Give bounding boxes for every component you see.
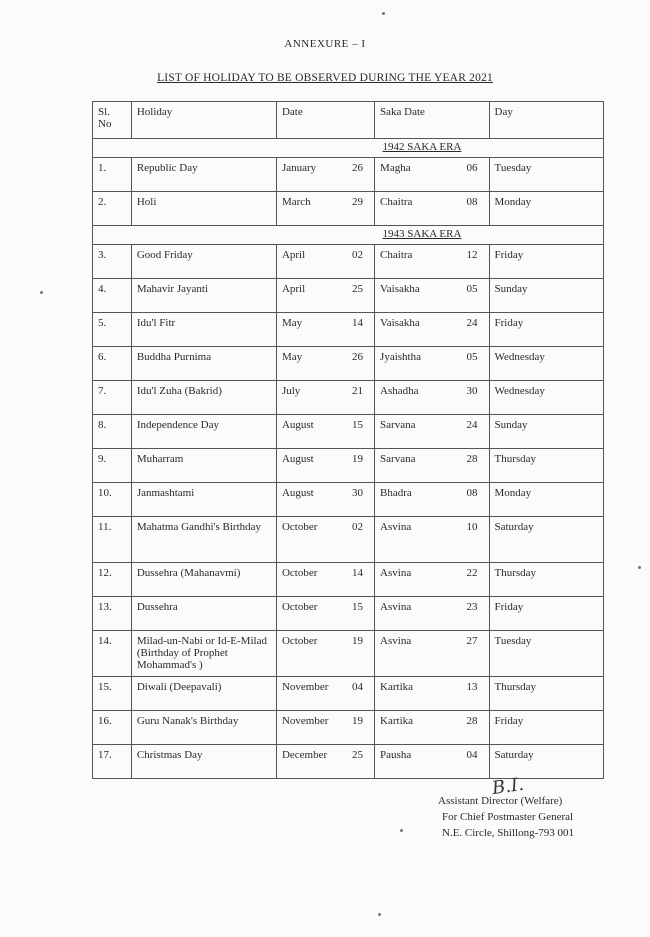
cell-saka-date [375, 381, 489, 415]
cell-saka-date-day-number: 23 [466, 601, 478, 613]
table-row [93, 279, 604, 313]
cell-sl-no: 8. [93, 415, 132, 449]
cell-sl-no: 13. [93, 597, 132, 631]
cell-holiday: Muharram [131, 449, 276, 483]
cell-saka-date-month: Bhadra [380, 487, 412, 499]
cell-sl-no: 10. [93, 483, 132, 517]
cell-holiday: Dussehra [131, 597, 276, 631]
cell-day: Friday [489, 597, 604, 631]
cell-date-month: October [281, 567, 318, 579]
cell-saka-date [375, 279, 489, 313]
cell-day: Friday [489, 313, 604, 347]
cell-date [276, 517, 374, 563]
signature-circle: N.E. Circle, Shillong-793 001 [442, 827, 574, 839]
cell-saka-date-month: Sarvana [380, 419, 416, 431]
cell-holiday: Milad-un-Nabi or Id-E-Milad (Birthday of Prophet Mohammad's ) [131, 631, 276, 677]
scan-speck [40, 291, 43, 294]
cell-date-month: December [281, 749, 328, 761]
cell-saka-date-day-number: 05 [466, 283, 478, 295]
cell-sl-no: 12. [93, 563, 132, 597]
cell-date-day-number: 14 [352, 567, 364, 579]
cell-day: Wednesday [489, 347, 604, 381]
header-sl-no: Sl. No [93, 102, 132, 139]
table-row [93, 449, 604, 483]
scan-speck [638, 566, 641, 569]
cell-day: Tuesday [489, 158, 604, 192]
cell-date-month: November [281, 681, 329, 693]
cell-date [276, 347, 374, 381]
cell-holiday: Holi [131, 192, 276, 226]
cell-saka-date-day-number: 12 [466, 249, 478, 261]
cell-saka-date-month: Asvina [380, 601, 412, 613]
cell-day: Sunday [489, 415, 604, 449]
table-row [93, 745, 604, 779]
cell-date [276, 449, 374, 483]
cell-sl-no: 1. [93, 158, 132, 192]
cell-saka-date [375, 449, 489, 483]
scan-speck [400, 829, 403, 832]
document-title: LIST OF HOLIDAY TO BE OBSERVED DURING THE YEAR 2021 [157, 72, 493, 84]
signature-office: For Chief Postmaster General [442, 811, 574, 823]
cell-holiday: Diwali (Deepavali) [131, 677, 276, 711]
cell-date [276, 313, 374, 347]
cell-date [276, 415, 374, 449]
cell-holiday: Guru Nanak's Birthday [131, 711, 276, 745]
table-row [93, 563, 604, 597]
cell-day: Wednesday [489, 381, 604, 415]
cell-day: Saturday [489, 517, 604, 563]
cell-saka-date-month: Vaisakha [380, 283, 420, 295]
table-row [93, 313, 604, 347]
cell-date [276, 677, 374, 711]
cell-saka-date-month: Pausha [380, 749, 412, 761]
cell-date-month: May [281, 351, 303, 363]
cell-saka-date-day-number: 28 [466, 453, 478, 465]
era-blank-cell [93, 139, 375, 158]
table-row [93, 415, 604, 449]
cell-date [276, 245, 374, 279]
cell-sl-no: 7. [93, 381, 132, 415]
cell-date-day-number: 29 [352, 196, 364, 208]
table-row [93, 158, 604, 192]
cell-day: Thursday [489, 449, 604, 483]
scan-speck [382, 12, 385, 15]
cell-date-day-number: 21 [352, 385, 364, 397]
table-row [93, 381, 604, 415]
cell-day: Monday [489, 483, 604, 517]
cell-date-day-number: 14 [352, 317, 364, 329]
cell-date-day-number: 19 [352, 715, 364, 727]
cell-date [276, 711, 374, 745]
cell-date-month: October [281, 601, 318, 613]
cell-saka-date-day-number: 28 [466, 715, 478, 727]
cell-date [276, 483, 374, 517]
cell-saka-date-day-number: 04 [466, 749, 478, 761]
cell-date-month: August [281, 487, 314, 499]
table-row [93, 677, 604, 711]
cell-date [276, 158, 374, 192]
cell-date-day-number: 19 [352, 453, 364, 465]
era-blank-cell [93, 226, 375, 245]
cell-saka-date-day-number: 13 [466, 681, 478, 693]
cell-date-month: January [281, 162, 317, 174]
signature-scribble: B.I. [490, 773, 526, 800]
cell-saka-date-day-number: 10 [466, 521, 478, 533]
cell-saka-date-month: Kartika [380, 715, 414, 727]
cell-saka-date-month: Asvina [380, 567, 412, 579]
cell-date [276, 279, 374, 313]
cell-date [276, 563, 374, 597]
cell-holiday: Idu'l Zuha (Bakrid) [131, 381, 276, 415]
cell-day: Thursday [489, 563, 604, 597]
cell-saka-date-month: Magha [380, 162, 411, 174]
table-row [93, 347, 604, 381]
holiday-table-body [93, 139, 604, 779]
cell-date-month: August [281, 419, 314, 431]
cell-sl-no: 15. [93, 677, 132, 711]
cell-sl-no: 9. [93, 449, 132, 483]
cell-saka-date-month: Chaitra [380, 249, 413, 261]
cell-date [276, 631, 374, 677]
cell-saka-date [375, 711, 489, 745]
cell-saka-date [375, 745, 489, 779]
cell-saka-date-day-number: 24 [466, 317, 478, 329]
cell-saka-date-month: Vaisakha [380, 317, 420, 329]
cell-holiday: Buddha Purnima [131, 347, 276, 381]
cell-date-day-number: 25 [352, 283, 364, 295]
signature-block [438, 793, 574, 841]
cell-saka-date [375, 192, 489, 226]
cell-saka-date [375, 631, 489, 677]
cell-date [276, 381, 374, 415]
cell-saka-date-month: Sarvana [380, 453, 416, 465]
cell-saka-date [375, 245, 489, 279]
cell-date-month: March [281, 196, 311, 208]
cell-date-day-number: 04 [352, 681, 364, 693]
cell-day: Thursday [489, 677, 604, 711]
cell-day: Friday [489, 245, 604, 279]
signature-designation: Assistant Director (Welfare) [438, 795, 563, 807]
cell-date-day-number: 02 [352, 521, 364, 533]
cell-holiday: Good Friday [131, 245, 276, 279]
cell-date-month: April [281, 249, 306, 261]
cell-date-day-number: 30 [352, 487, 364, 499]
cell-date [276, 745, 374, 779]
cell-saka-date [375, 415, 489, 449]
header-date: Date [276, 102, 374, 139]
cell-holiday: Dussehra (Mahanavmi) [131, 563, 276, 597]
cell-date-month: July [281, 385, 301, 397]
cell-date-day-number: 02 [352, 249, 364, 261]
cell-saka-date [375, 563, 489, 597]
cell-saka-date [375, 597, 489, 631]
cell-sl-no: 6. [93, 347, 132, 381]
cell-date-day-number: 26 [352, 162, 364, 174]
cell-holiday: Mahavir Jayanti [131, 279, 276, 313]
cell-saka-date-month: Ashadha [380, 385, 419, 397]
era-divider-row [93, 139, 604, 158]
cell-holiday: Republic Day [131, 158, 276, 192]
cell-holiday: Janmashtami [131, 483, 276, 517]
cell-day: Tuesday [489, 631, 604, 677]
cell-date-month: May [281, 317, 303, 329]
cell-date [276, 597, 374, 631]
cell-saka-date [375, 158, 489, 192]
table-row [93, 483, 604, 517]
cell-sl-no: 17. [93, 745, 132, 779]
cell-saka-date-month: Kartika [380, 681, 414, 693]
cell-sl-no: 14. [93, 631, 132, 677]
cell-saka-date-day-number: 22 [466, 567, 478, 579]
cell-saka-date [375, 483, 489, 517]
cell-saka-date-day-number: 30 [466, 385, 478, 397]
cell-date-day-number: 15 [352, 601, 364, 613]
cell-saka-date [375, 677, 489, 711]
header-holiday: Holiday [131, 102, 276, 139]
era-label: 1942 SAKA ERA [375, 139, 604, 158]
era-label: 1943 SAKA ERA [375, 226, 604, 245]
cell-sl-no: 4. [93, 279, 132, 313]
cell-saka-date [375, 347, 489, 381]
cell-date-day-number: 26 [352, 351, 364, 363]
cell-holiday: Idu'l Fitr [131, 313, 276, 347]
table-row [93, 245, 604, 279]
cell-holiday: Independence Day [131, 415, 276, 449]
table-row [93, 192, 604, 226]
cell-sl-no: 5. [93, 313, 132, 347]
cell-day: Friday [489, 711, 604, 745]
cell-date [276, 192, 374, 226]
cell-day: Sunday [489, 279, 604, 313]
cell-sl-no: 11. [93, 517, 132, 563]
cell-day: Saturday [489, 745, 604, 779]
cell-date-month: October [281, 521, 318, 533]
table-row [93, 517, 604, 563]
cell-saka-date [375, 313, 489, 347]
table-header-row [93, 102, 604, 139]
holiday-table [92, 101, 604, 779]
cell-saka-date [375, 517, 489, 563]
cell-date-month: November [281, 715, 329, 727]
cell-saka-date-day-number: 08 [466, 487, 478, 499]
cell-holiday: Christmas Day [131, 745, 276, 779]
cell-date-month: April [281, 283, 306, 295]
cell-date-day-number: 19 [352, 635, 364, 647]
cell-date-month: October [281, 635, 318, 647]
cell-sl-no: 2. [93, 192, 132, 226]
cell-date-month: August [281, 453, 314, 465]
cell-sl-no: 3. [93, 245, 132, 279]
era-divider-row [93, 226, 604, 245]
cell-sl-no: 16. [93, 711, 132, 745]
cell-saka-date-day-number: 27 [466, 635, 478, 647]
cell-day: Monday [489, 192, 604, 226]
cell-saka-date-day-number: 06 [466, 162, 478, 174]
cell-holiday: Mahatma Gandhi's Birthday [131, 517, 276, 563]
annexure-label: ANNEXURE – I [284, 38, 366, 50]
cell-saka-date-day-number: 05 [466, 351, 478, 363]
table-row [93, 597, 604, 631]
cell-saka-date-month: Asvina [380, 635, 412, 647]
header-saka-date: Saka Date [375, 102, 489, 139]
cell-date-day-number: 25 [352, 749, 364, 761]
scan-speck [378, 913, 381, 916]
cell-saka-date-day-number: 08 [466, 196, 478, 208]
cell-date-day-number: 15 [352, 419, 364, 431]
table-row [93, 631, 604, 677]
table-row [93, 711, 604, 745]
header-day: Day [489, 102, 604, 139]
cell-saka-date-day-number: 24 [466, 419, 478, 431]
cell-saka-date-month: Jyaishtha [380, 351, 421, 363]
cell-saka-date-month: Chaitra [380, 196, 413, 208]
cell-saka-date-month: Asvina [380, 521, 412, 533]
